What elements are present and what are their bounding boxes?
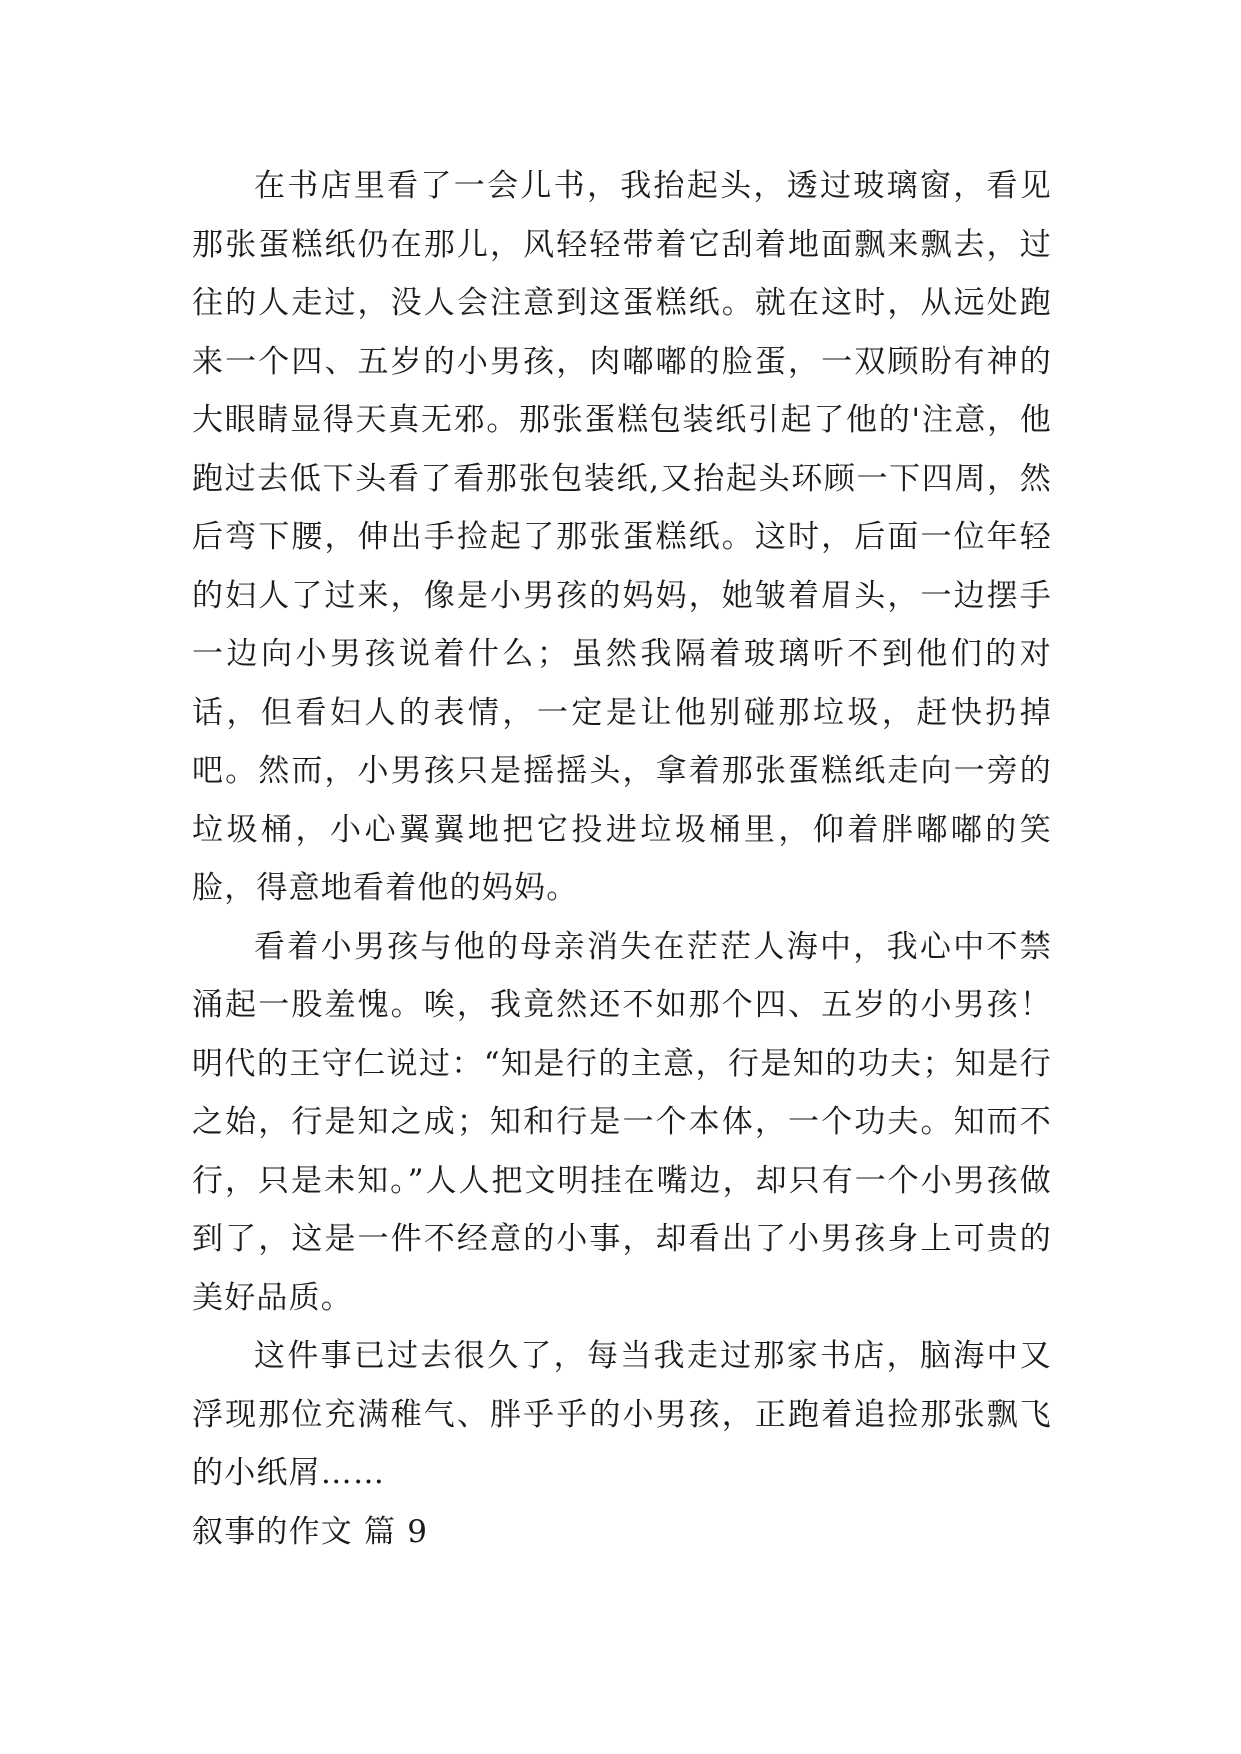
paragraph-2: 看着小男孩与他的母亲消失在茫茫人海中，我心中不禁涌起一股羞愧。唉，我竟然还不如那个四、五岁的小男孩！明代的王守仁说过：“知是行的主意，行是知的功夫；知是行之始，行是知之成；知和行是一个本体，一个功夫。知而不行，只是未知。”人人把文明挂在嘴边，却只有一个小男孩做到了，这是一件不经意的小事，却看出了小男孩身上可贵的美好品质。 bbox=[192, 928, 1052, 1316]
document-body bbox=[192, 157, 1052, 1561]
section-heading: 叙事的作文 篇 9 bbox=[192, 1513, 429, 1550]
paragraph-1: 在书店里看了一会儿书，我抬起头，透过玻璃窗，看见那张蛋糕纸仍在那儿，风轻轻带着它刮着地面飘来飘去，过往的人走过，没人会注意到这蛋糕纸。就在这时，从远处跑来一个四、五岁的小男孩，肉嘟嘟的脸蛋，一双顾盼有神的大眼睛显得天真无邪。那张蛋糕包装纸引起了他的'注意，他跑过去低下头看了看那张包装纸,又抬起头环顾一下四周，然后弯下腰，伸出手捡起了那张蛋糕纸。这时，后面一位年轻的妇人了过来，像是小男孩的妈妈，她皱着眉头，一边摆手一边向小男孩说着什么；虽然我隔着玻璃听不到他们的对话，但看妇人的表情，一定是让他别碰那垃圾，赶快扔掉吧。然而，小男孩只是摇摇头，拿着那张蛋糕纸走向一旁的垃圾桶，小心翼翼地把它投进垃圾桶里，仰着胖嘟嘟的笑脸，得意地看着他的妈妈。 bbox=[192, 168, 1052, 906]
paragraph-3: 这件事已过去很久了，每当我走过那家书店，脑海中又浮现那位充满稚气、胖乎乎的小男孩，正跑着追捡那张飘飞的小纸屑…… bbox=[192, 1338, 1052, 1491]
